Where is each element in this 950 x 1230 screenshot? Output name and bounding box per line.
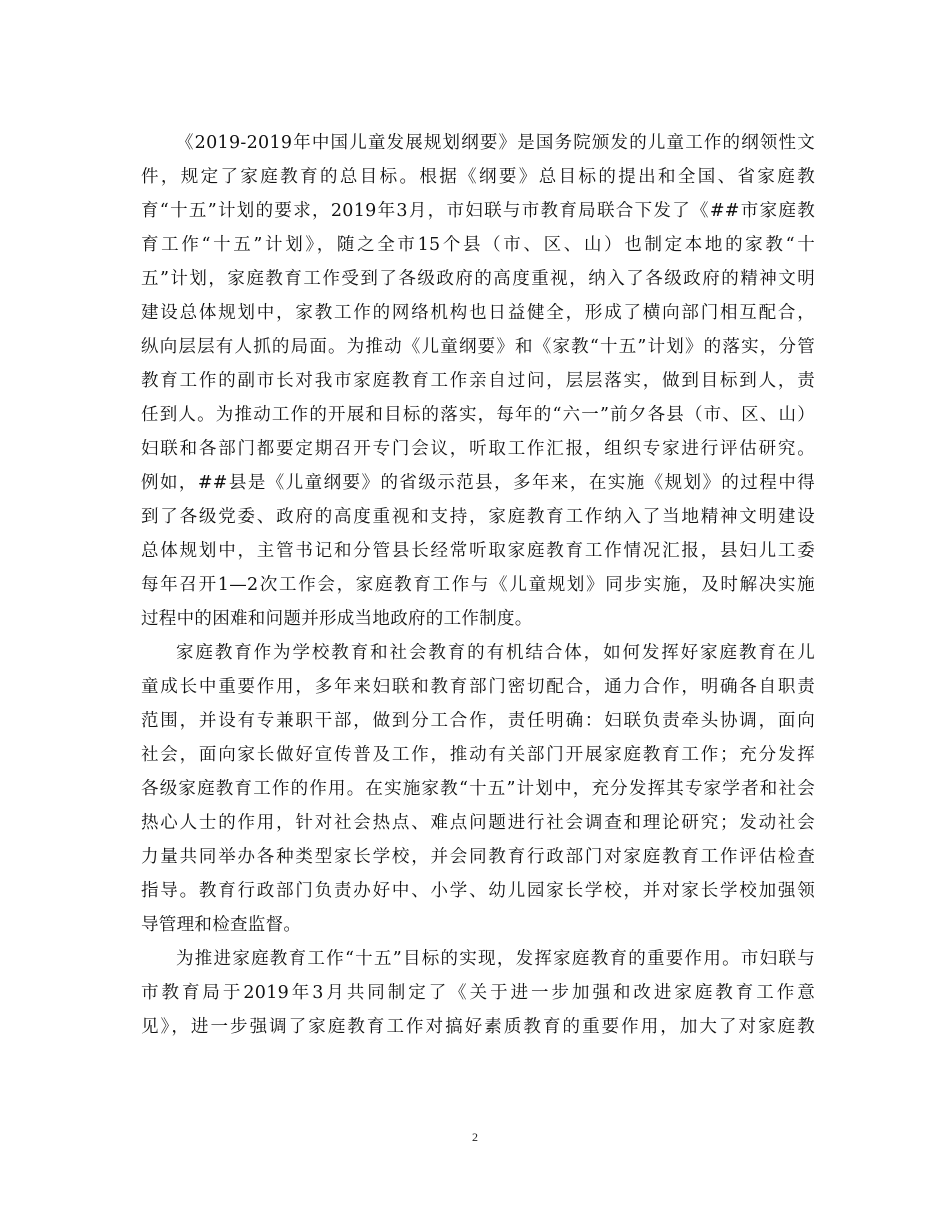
paragraph-line: 育工作“十五”计划》，随之全市15个县（市、区、山）也制定本地的家教“十 [141,235,815,255]
paragraph-line: 总体规划中，主管书记和分管县长经常听取家庭教育工作情况汇报，县妇儿工委 [141,541,815,561]
paragraph-2 [141,636,815,942]
paragraph-line: 任到人。为推动工作的开展和目标的落实，每年的“六一”前夕各县（市、区、山） [141,405,815,425]
paragraph-3 [141,942,815,1044]
page-number: 2 [472,1130,478,1144]
paragraph-line: 热心人士的作用，针对社会热点、难点问题进行社会调查和理论研究；发动社会 [141,813,815,833]
body-text [141,126,815,1044]
paragraph-line: 指导。教育行政部门负责办好中、小学、幼儿园家长学校，并对家长学校加强领 [141,881,815,901]
paragraph-line: 例如，##县是《儿童纲要》的省级示范县，多年来，在实施《规划》的过程中得 [141,473,815,493]
paragraph-1 [141,126,815,636]
paragraph-line: 市教育局于2019年3月共同制定了《关于进一步加强和改进家庭教育工作意 [141,983,815,1003]
paragraph-line: 纵向层层有人抓的局面。为推动《儿童纲要》和《家教“十五”计划》的落实，分管 [141,337,815,357]
paragraph-line: 导管理和检查监督。 [141,915,302,935]
paragraph-line: 见》，进一步强调了家庭教育工作对搞好素质教育的重要作用，加大了对家庭教 [141,1017,815,1037]
paragraph-line: 育“十五”计划的要求，2019年3月，市妇联与市教育局联合下发了《##市家庭教 [141,201,815,221]
paragraph-line: 到了各级党委、政府的高度重视和支持，家庭教育工作纳入了当地精神文明建设 [141,507,815,527]
paragraph-line: 各级家庭教育工作的作用。在实施家教“十五”计划中，充分发挥其专家学者和社会 [141,779,815,799]
paragraph-line: 妇联和各部门都要定期召开专门会议，听取工作汇报，组织专家进行评估研究。 [141,439,815,459]
paragraph-line: 教育工作的副市长对我市家庭教育工作亲自过问，层层落实，做到目标到人，责 [141,371,815,391]
paragraph-line: 《2019-2019年中国儿童发展规划纲要》是国务院颁发的儿童工作的纲领性文 [176,133,815,153]
paragraph-line: 为推进家庭教育工作“十五”目标的实现，发挥家庭教育的重要作用。市妇联与 [176,949,815,969]
paragraph-line: 过程中的困难和问题并形成当地政府的工作制度。 [141,609,533,629]
paragraph-line: 家庭教育作为学校教育和社会教育的有机结合体，如何发挥好家庭教育在儿 [176,643,815,663]
paragraph-line: 建设总体规划中，家教工作的网络机构也日益健全，形成了横向部门相互配合， [141,303,815,323]
paragraph-line: 范围，并设有专兼职干部，做到分工合作，责任明确：妇联负责牵头协调，面向 [141,711,815,731]
paragraph-line: 社会，面向家长做好宣传普及工作，推动有关部门开展家庭教育工作；充分发挥 [141,745,815,765]
paragraph-line: 童成长中重要作用，多年来妇联和教育部门密切配合，通力合作，明确各自职责 [141,677,815,697]
paragraph-line: 每年召开1—2次工作会，家庭教育工作与《儿童规划》同步实施，及时解决实施 [141,575,815,595]
paragraph-line: 力量共同举办各种类型家长学校，并会同教育行政部门对家庭教育工作评估检查 [141,847,815,867]
paragraph-line: 件，规定了家庭教育的总目标。根据《纲要》总目标的提出和全国、省家庭教 [141,167,815,187]
paragraph-line: 五”计划，家庭教育工作受到了各级政府的高度重视，纳入了各级政府的精神文明 [141,269,815,289]
